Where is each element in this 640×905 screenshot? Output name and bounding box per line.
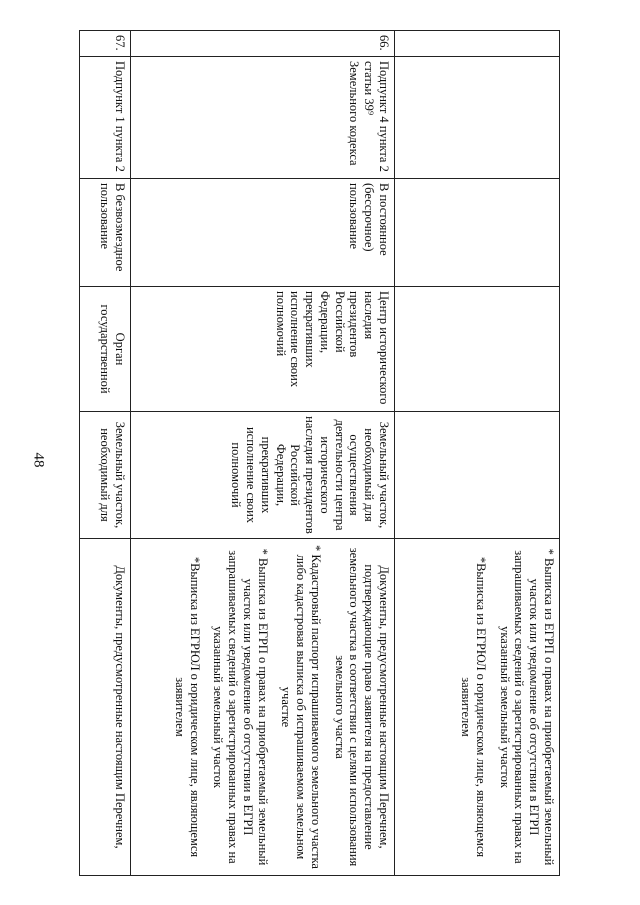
document-item: Документы, предусмотренные настоящим Перечнем, подтверждающие право заявителя на предоставление земельного участка в соответствии с целями использования земельного участка xyxy=(332,547,391,867)
documents-cell xyxy=(80,539,131,876)
page-number: 48 xyxy=(30,452,47,468)
documents-cell xyxy=(131,539,395,876)
row-number: 67. xyxy=(80,31,131,57)
table-row xyxy=(80,31,131,876)
document-item: *Выписка из ЕГРЮЛ о юридическом лице, являющемся заявителем xyxy=(173,556,202,858)
row-number xyxy=(395,31,560,57)
right-type xyxy=(395,179,560,287)
table-row xyxy=(395,31,560,876)
land-plot: Земельный участок, необходимый для осуществления деятельности центра исторического наследия президентов Российской Федерации, прекративших исполнение своих полномочий xyxy=(131,412,395,539)
legal-basis: Подпункт 1 пункта 2 xyxy=(80,57,131,179)
document-item: *Выписка из ЕГРЮЛ о юридическом лице, являющемся заявителем xyxy=(459,556,488,858)
document-item: * Выписка из ЕГРП о правах на приобретаемый земельный участок или уведомление об отсутствии в ЕГРП запрашиваемых сведений о зарегистрированных правах на указанный земельный участок xyxy=(497,548,556,866)
rotated-table-page xyxy=(80,30,560,875)
legal-basis xyxy=(395,57,560,179)
document-item: * Кадастровый паспорт испрашиваемого земельного участка либо кадастровая выписка об испрашиваемом земельном участке xyxy=(279,545,323,869)
document-item: Документы, предусмотренные настоящим Перечнем, xyxy=(113,565,127,849)
land-plot xyxy=(395,412,560,539)
documents-cell xyxy=(395,539,560,876)
right-type: В безвозмездное пользование xyxy=(80,179,131,287)
right-type: В постоянное (бессрочное) пользование xyxy=(131,179,395,287)
table-row xyxy=(131,31,395,876)
document-table xyxy=(79,30,560,876)
legal-basis: Подпункт 4 пункта 2 статьи 39⁹ Земельного кодекса xyxy=(131,57,395,179)
applicant xyxy=(395,287,560,412)
document-item: * Выписка из ЕГРП о правах на приобретаемый земельный участок или уведомление об отсутствии в ЕГРП запрашиваемых сведений о зарегистрированных правах на указанный земельный участок xyxy=(211,548,270,866)
applicant: Центр исторического наследия президентов Российской Федерации, прекративших исполнение своих полномочий xyxy=(131,287,395,412)
applicant: Орган государственной xyxy=(80,287,131,412)
land-plot: Земельный участок, необходимый для xyxy=(80,412,131,539)
row-number: 66. xyxy=(131,31,395,57)
